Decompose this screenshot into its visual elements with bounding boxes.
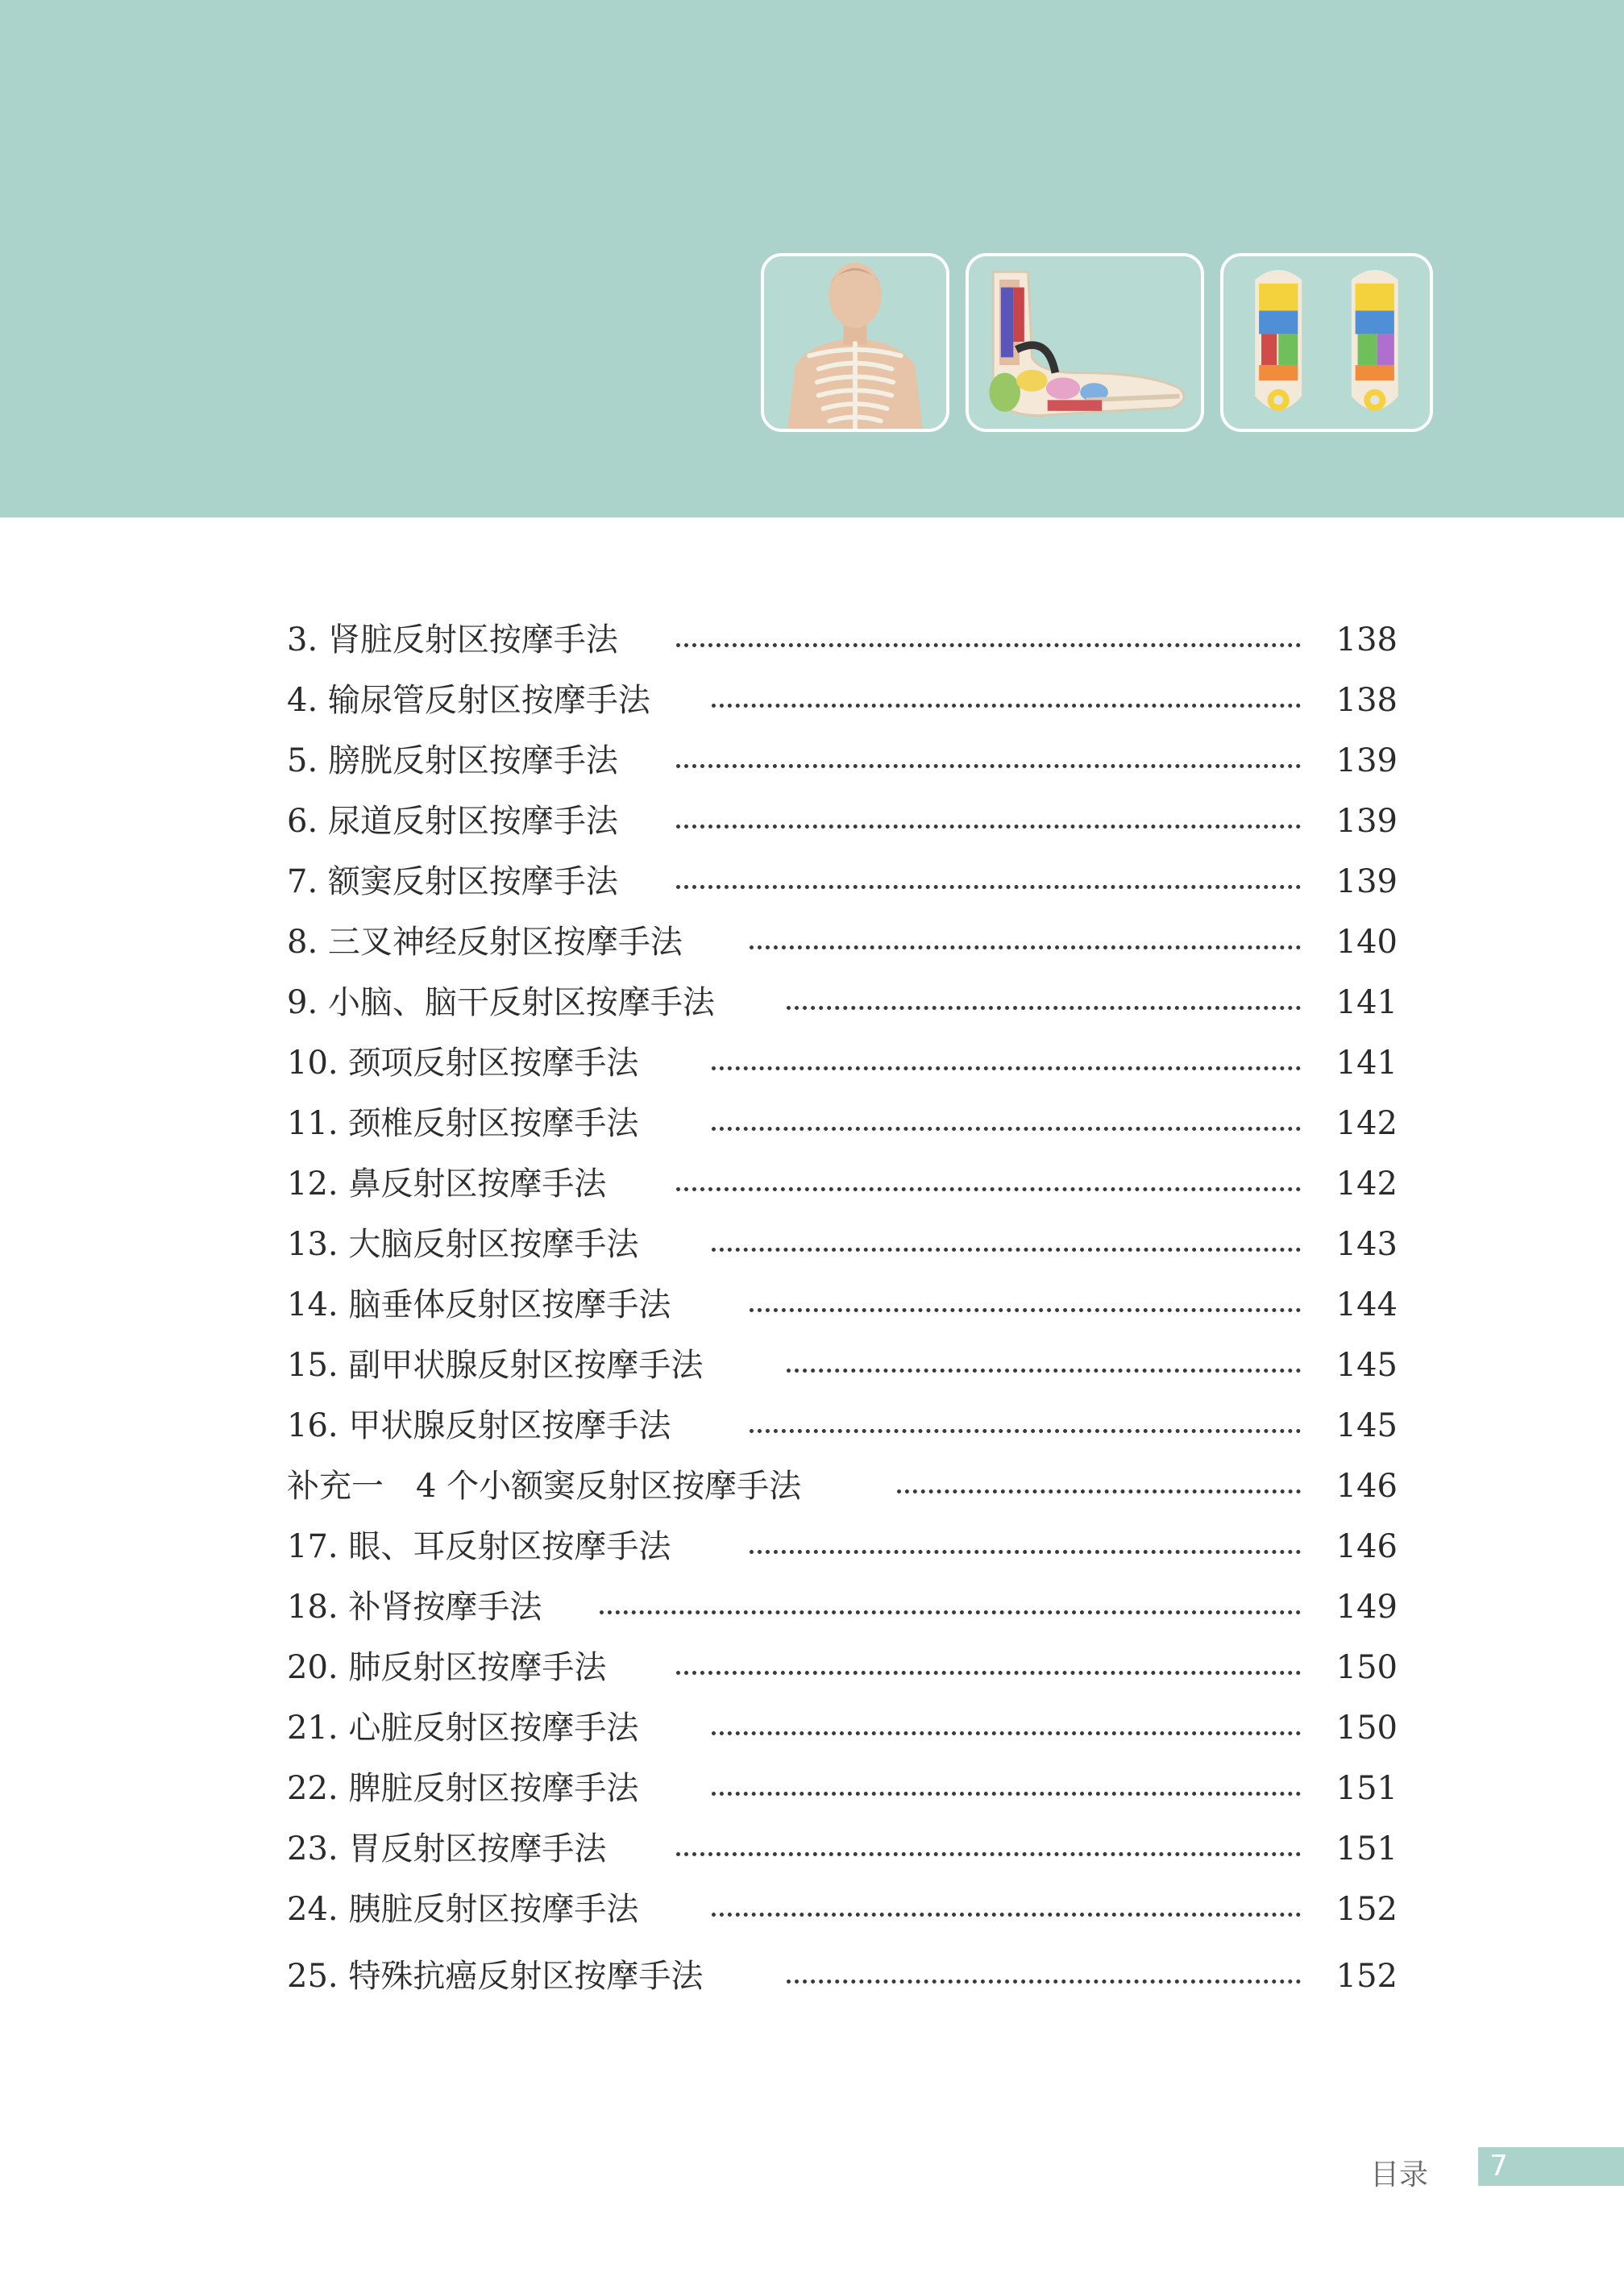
toc-entry-page: 146: [1335, 1468, 1398, 1505]
toc-leader-dots: [787, 1369, 1301, 1373]
toc-entry-title: 25. 特殊抗癌反射区按摩手法: [287, 1958, 704, 1995]
toc-entry[interactable]: [287, 858, 1398, 906]
toc-entry-title: 21. 心脏反射区按摩手法: [287, 1710, 639, 1747]
toc-entry[interactable]: [287, 1885, 1398, 1934]
skeleton-figure-icon: [764, 256, 946, 429]
toc-leader-dots: [897, 1489, 1301, 1494]
toc-leader-dots: [712, 1127, 1301, 1131]
toc-entry[interactable]: [287, 1704, 1398, 1752]
toc-entry-title: 23. 胃反射区按摩手法: [287, 1830, 607, 1867]
toc-entry-page: 152: [1335, 1891, 1398, 1928]
toc-entry-title: 13. 大脑反射区按摩手法: [287, 1226, 639, 1263]
toc-entry-page: 149: [1335, 1589, 1398, 1626]
toc-entry-title: 10. 颈项反射区按摩手法: [287, 1045, 639, 1082]
toc-entry-title: 3. 肾脏反射区按摩手法: [287, 621, 618, 658]
toc-entry-page: 146: [1335, 1528, 1398, 1565]
toc-entry-title: 15. 副甲状腺反射区按摩手法: [287, 1347, 704, 1384]
toc-entry-page: 141: [1335, 984, 1398, 1021]
toc-leader-dots: [750, 1308, 1301, 1312]
toc-leader-dots: [712, 1066, 1301, 1070]
toc-entry[interactable]: [287, 1583, 1398, 1631]
toc-entry[interactable]: [287, 918, 1398, 966]
toc-leader-dots: [750, 1550, 1301, 1554]
toc-entry-title: 9. 小脑、脑干反射区按摩手法: [287, 984, 715, 1021]
toc-entry-page: 139: [1335, 803, 1398, 840]
toc-entry-page: 143: [1335, 1226, 1398, 1263]
toc-entry-title: 11. 颈椎反射区按摩手法: [287, 1105, 639, 1142]
toc-entry-page: 151: [1335, 1770, 1398, 1807]
toc-entry-page: 145: [1335, 1407, 1398, 1444]
toc-leader-dots: [712, 1248, 1301, 1252]
toc-entry-title: 6. 尿道反射区按摩手法: [287, 803, 618, 840]
toc-leader-dots: [750, 1429, 1301, 1433]
toc-entry-title: 18. 补肾按摩手法: [287, 1589, 542, 1626]
toc-entry-title: 8. 三叉神经反射区按摩手法: [287, 924, 683, 961]
footer-section-label: 目录: [1370, 2158, 1429, 2192]
toc-entry[interactable]: [287, 616, 1398, 664]
toc-entry[interactable]: [287, 1281, 1398, 1329]
toc-entry-page: 139: [1335, 742, 1398, 779]
toc-entry-title: 5. 膀胱反射区按摩手法: [287, 742, 618, 779]
skeleton-illustration: [761, 253, 949, 432]
toc-entry[interactable]: [287, 797, 1398, 845]
toc-entry[interactable]: [287, 1764, 1398, 1813]
toc-entry-page: 138: [1335, 621, 1398, 658]
toc-entry-page: 150: [1335, 1649, 1398, 1686]
foot-side-icon: [969, 256, 1201, 429]
foot-side-illustration: [966, 253, 1204, 432]
toc-leader-dots: [787, 1980, 1301, 1984]
toc-entry[interactable]: [287, 737, 1398, 785]
toc-leader-dots: [676, 1187, 1301, 1191]
toc-entry-title: 20. 肺反射区按摩手法: [287, 1649, 607, 1686]
toc-entry[interactable]: [287, 1220, 1398, 1269]
toc-leader-dots: [787, 1006, 1301, 1010]
toc-entry[interactable]: [287, 1160, 1398, 1208]
footer-page-tab: [1478, 2147, 1624, 2186]
toc-entry-page: 144: [1335, 1286, 1398, 1323]
toc-entry-title: 4. 输尿管反射区按摩手法: [287, 682, 650, 719]
toc-entry-page: 150: [1335, 1710, 1398, 1747]
toc-entry-page: 152: [1335, 1958, 1398, 1995]
foot-reflex-map-icon: [1223, 256, 1430, 429]
toc-leader-dots: [712, 704, 1301, 708]
toc-entry-page: 145: [1335, 1347, 1398, 1384]
toc-leader-dots: [712, 1913, 1301, 1917]
toc-entry-page: 151: [1335, 1830, 1398, 1867]
toc-leader-dots: [750, 945, 1301, 949]
toc-leader-dots: [676, 764, 1301, 768]
toc-entry-title: 12. 鼻反射区按摩手法: [287, 1165, 607, 1203]
toc-entry-title: 14. 脑垂体反射区按摩手法: [287, 1286, 671, 1323]
toc-entry-title: 17. 眼、耳反射区按摩手法: [287, 1528, 671, 1565]
toc-entry-page: 139: [1335, 863, 1398, 900]
toc-leader-dots: [676, 1852, 1301, 1856]
toc-leader-dots: [676, 885, 1301, 889]
toc-entry[interactable]: [287, 1462, 1398, 1510]
toc-entry-title: 22. 脾脏反射区按摩手法: [287, 1770, 639, 1807]
toc-leader-dots: [676, 643, 1301, 647]
toc-entry-title: 补充一 4 个小额窦反射区按摩手法: [287, 1468, 802, 1505]
toc-entry[interactable]: [287, 1402, 1398, 1450]
toc-entry[interactable]: [287, 1341, 1398, 1390]
foot-reflex-map-illustration: [1220, 253, 1433, 432]
page-number: 7: [1489, 2150, 1508, 2183]
toc-entry[interactable]: [287, 676, 1398, 725]
toc-leader-dots: [712, 1792, 1301, 1796]
toc-entry-page: 142: [1335, 1105, 1398, 1142]
toc-entry-title: 16. 甲状腺反射区按摩手法: [287, 1407, 671, 1444]
toc-entry-page: 138: [1335, 682, 1398, 719]
toc-entry-title: 7. 额窦反射区按摩手法: [287, 863, 618, 900]
toc-entry[interactable]: [287, 1039, 1398, 1087]
toc-entry[interactable]: [287, 1825, 1398, 1873]
toc-leader-dots: [712, 1731, 1301, 1735]
toc-entry-page: 140: [1335, 924, 1398, 961]
toc-entry[interactable]: [287, 1643, 1398, 1692]
toc-entry[interactable]: [287, 978, 1398, 1027]
toc-entry[interactable]: [287, 1523, 1398, 1571]
toc-entry-page: 141: [1335, 1045, 1398, 1082]
toc-leader-dots: [600, 1610, 1301, 1614]
toc-entry-title: 24. 胰脏反射区按摩手法: [287, 1891, 639, 1928]
toc-entry[interactable]: [287, 1952, 1398, 2000]
toc-leader-dots: [676, 1671, 1301, 1675]
toc-leader-dots: [676, 825, 1301, 829]
toc-entry[interactable]: [287, 1099, 1398, 1148]
toc-entry-page: 142: [1335, 1165, 1398, 1203]
